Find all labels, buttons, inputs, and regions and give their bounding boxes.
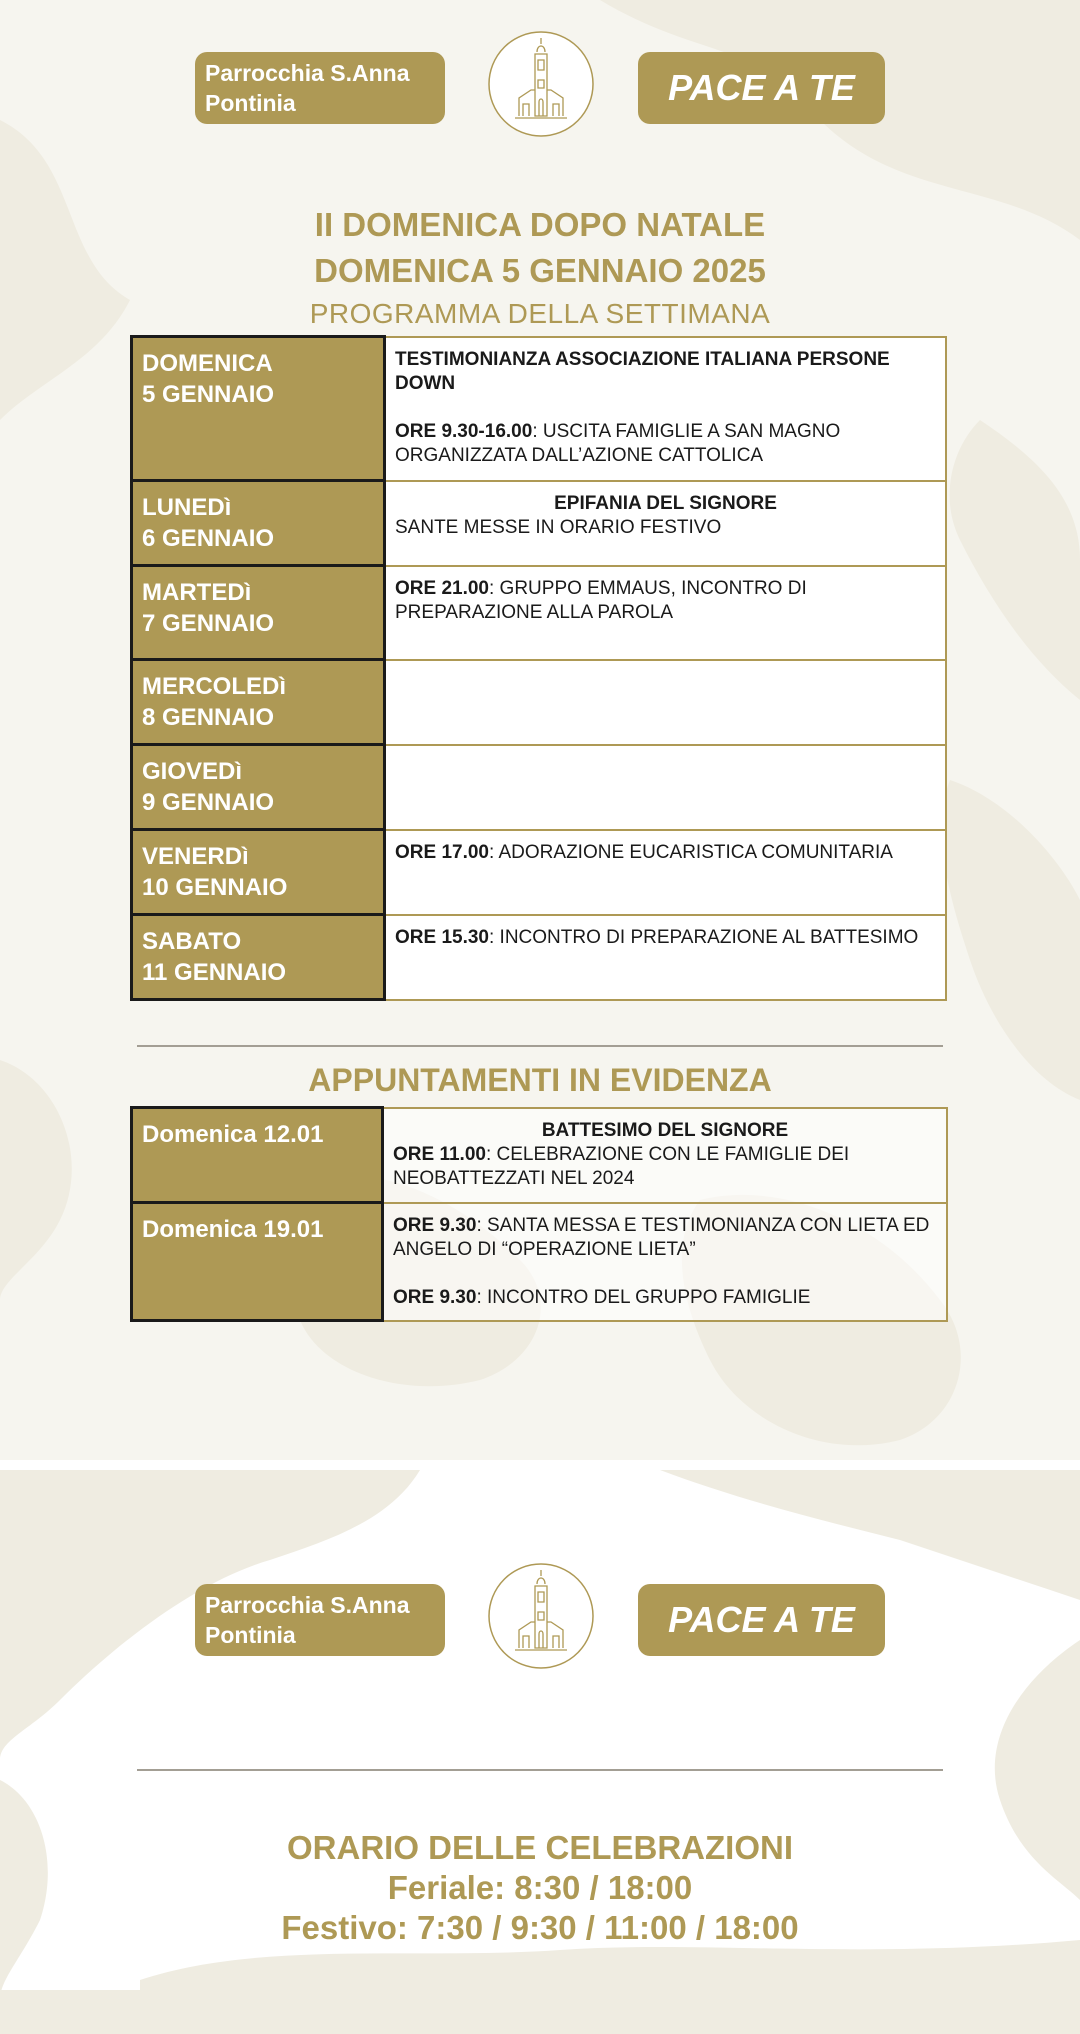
- divider: [137, 1769, 943, 1771]
- appointment-cell: [383, 1108, 948, 1203]
- church-bell-tower-icon: [487, 1562, 595, 1670]
- event-cell: [385, 566, 947, 660]
- appointment-heading: BATTESIMO DEL SIGNORE: [541, 1119, 789, 1141]
- table-row: [132, 830, 947, 915]
- event-cell: [385, 915, 947, 1000]
- pace-a-te-badge: PACE A TE: [638, 1584, 885, 1656]
- day-date: 9 GENNAIO: [142, 789, 275, 816]
- day-date: 11 GENNAIO: [142, 959, 287, 986]
- event-cell: [385, 337, 947, 481]
- appointment-time: ORE 9.30: [393, 1214, 477, 1236]
- event-time: ORE 9.30-16.00: [395, 420, 533, 442]
- event-cell: [385, 745, 947, 830]
- table-row: [132, 915, 947, 1000]
- appointment-text: : CELEBRAZIONE CON LE FAMIGLIE DEI NEOBATTEZZATI NEL 2024: [393, 1143, 850, 1189]
- appointment-line: [393, 1214, 937, 1262]
- event-text: : GRUPPO EMMAUS, INCONTRO DI PREPARAZIONE ALLA PAROLA: [395, 577, 807, 623]
- table-row: [132, 337, 947, 481]
- day-name: MERCOLEDì: [142, 673, 286, 700]
- table-row: [132, 1108, 948, 1203]
- appointment-time: ORE 9.30: [393, 1286, 477, 1308]
- day-name: GIOVEDì: [142, 758, 243, 785]
- day-date: 6 GENNAIO: [142, 525, 275, 552]
- event-heading: TESTIMONIANZA ASSOCIAZIONE ITALIANA PERSONE DOWN: [395, 348, 890, 394]
- divider: [137, 1045, 943, 1047]
- event-time: ORE 17.00: [395, 841, 489, 863]
- day-cell: [132, 745, 385, 830]
- table-row: [132, 660, 947, 745]
- event-cell: [385, 830, 947, 915]
- schedule-weekday: Feriale: 8:30 / 18:00: [387, 1869, 693, 1906]
- event-cell: [385, 481, 947, 566]
- title-line-2: DOMENICA 5 GENNAIO 2025: [314, 252, 766, 289]
- appointment-date-cell: Domenica 12.01: [132, 1108, 383, 1203]
- day-name: LUNEDì: [142, 494, 232, 521]
- appointments-title: APPUNTAMENTI IN EVIDENZA: [308, 1062, 772, 1098]
- day-name: SABATO: [142, 928, 242, 955]
- day-name: VENERDì: [142, 843, 249, 870]
- pace-a-te-badge: PACE A TE: [638, 52, 885, 124]
- event-text: : USCITA FAMIGLIE A SAN MAGNO ORGANIZZATA DALL’AZIONE CATTOLICA: [395, 420, 841, 466]
- day-date: 8 GENNAIO: [142, 704, 275, 731]
- table-row: [132, 481, 947, 566]
- day-date: 7 GENNAIO: [142, 610, 275, 637]
- parish-badge: [195, 52, 445, 124]
- appointment-text: : SANTA MESSA E TESTIMONIANZA CON LIETA ED ANGELO DI “OPERAZIONE LIETA”: [393, 1214, 930, 1260]
- event-cell: [385, 660, 947, 745]
- event-text: : INCONTRO DI PREPARAZIONE AL BATTESIMO: [489, 926, 919, 948]
- parish-badge: [195, 1584, 445, 1656]
- header-bottom: [0, 1532, 1080, 1648]
- weekly-program-table: [130, 335, 947, 1001]
- day-name: MARTEDì: [142, 579, 252, 606]
- schedule-holiday: Festivo: 7:30 / 9:30 / 11:00 / 18:00: [281, 1909, 799, 1946]
- day-cell: [132, 481, 385, 566]
- appointment-time: ORE 11.00: [393, 1143, 486, 1165]
- event-line: [395, 926, 936, 950]
- schedule-title: ORARIO DELLE CELEBRAZIONI: [286, 1829, 793, 1866]
- table-row: [132, 1203, 948, 1321]
- table-row: [132, 566, 947, 660]
- title-line-3: PROGRAMMA DELLA SETTIMANA: [309, 298, 771, 329]
- appointment-text: : INCONTRO DEL GRUPPO FAMIGLIE: [476, 1286, 811, 1308]
- header-top: [0, 0, 1080, 116]
- day-cell: [132, 915, 385, 1000]
- day-cell: [132, 660, 385, 745]
- table-row: [132, 745, 947, 830]
- event-time: ORE 21.00: [395, 577, 489, 599]
- appointments-table: [130, 1106, 948, 1322]
- event-line: [395, 420, 936, 468]
- parish-town: Pontinia: [205, 90, 296, 116]
- parish-name: Parrocchia S.Anna: [205, 60, 410, 86]
- appointment-line: [393, 1143, 937, 1191]
- day-cell: [132, 830, 385, 915]
- church-bell-tower-icon: [487, 30, 595, 138]
- event-text: SANTE MESSE IN ORARIO FESTIVO: [395, 516, 722, 538]
- event-line: [395, 841, 936, 865]
- parish-town: Pontinia: [205, 1622, 296, 1648]
- day-cell: [132, 337, 385, 481]
- day-cell: [132, 566, 385, 660]
- appointment-date-cell: Domenica 19.01: [132, 1203, 383, 1321]
- day-date: 5 GENNAIO: [142, 381, 275, 408]
- title-line-1: II DOMENICA DOPO NATALE: [314, 206, 766, 243]
- event-text: : ADORAZIONE EUCARISTICA COMUNITARIA: [489, 841, 893, 863]
- event-heading: EPIFANIA DEL SIGNORE: [554, 492, 777, 514]
- appointment-line: [393, 1286, 937, 1310]
- day-date: 10 GENNAIO: [142, 874, 288, 901]
- appointment-cell: [383, 1203, 948, 1321]
- event-time: ORE 15.30: [395, 926, 489, 948]
- parish-name: Parrocchia S.Anna: [205, 1592, 410, 1618]
- day-name: DOMENICA: [142, 350, 273, 377]
- event-line: [395, 577, 936, 625]
